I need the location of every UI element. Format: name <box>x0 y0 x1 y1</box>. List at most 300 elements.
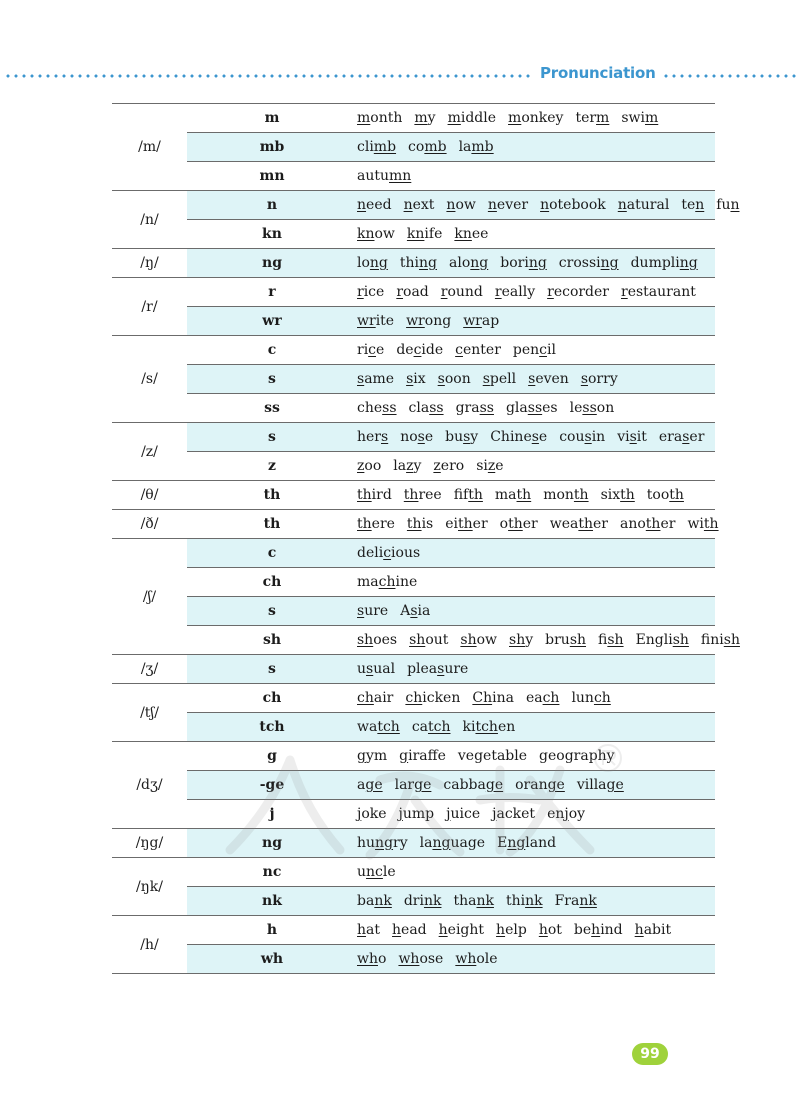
example-words-cell <box>357 858 715 887</box>
highlighted-letters: ge <box>547 777 565 793</box>
word-part: ecorder <box>553 284 609 300</box>
word-part: vi <box>617 429 630 445</box>
example-word <box>357 777 383 793</box>
highlighted-letters: z <box>406 458 414 474</box>
highlighted-letters: ss <box>479 400 494 416</box>
word-part: hu <box>357 835 376 851</box>
word-part: en <box>547 806 565 822</box>
letter-cell: g <box>187 742 357 771</box>
word-part: eally <box>501 284 536 300</box>
example-word <box>716 197 739 213</box>
highlighted-letters: nk <box>525 893 543 909</box>
example-word <box>547 284 609 300</box>
word-part: ide <box>421 342 444 358</box>
highlighted-letters: th <box>357 516 372 532</box>
word-part: ound <box>447 284 483 300</box>
example-word <box>701 632 740 648</box>
highlighted-letters: m <box>596 110 610 126</box>
example-word <box>454 226 488 242</box>
example-word <box>420 835 485 851</box>
example-word <box>449 255 488 271</box>
highlighted-letters: h <box>634 922 644 938</box>
phoneme-cell: /θ/ <box>112 481 187 510</box>
highlighted-letters: g <box>399 748 409 764</box>
example-word <box>406 313 451 329</box>
highlighted-letters: j <box>564 806 569 822</box>
word-part: bori <box>500 255 529 271</box>
word-part: plea <box>407 661 438 677</box>
example-word <box>439 922 484 938</box>
highlighted-letters: tch <box>475 719 498 735</box>
word-part: iraffe <box>408 748 446 764</box>
word-part: autu <box>357 168 390 184</box>
word-part: de <box>396 342 414 358</box>
highlighted-letters: th <box>620 487 635 503</box>
word-part: lar <box>394 777 415 793</box>
example-word <box>406 371 426 387</box>
table-row <box>112 249 715 278</box>
example-word <box>559 255 619 271</box>
example-word <box>357 951 386 967</box>
highlighted-letters: z <box>433 458 441 474</box>
word-part: lun <box>571 690 594 706</box>
word-part: alo <box>449 255 471 271</box>
table-row <box>112 481 715 510</box>
word-part: dumpli <box>630 255 680 271</box>
word-part: abit <box>643 922 672 938</box>
word-part: ee <box>471 226 489 242</box>
highlighted-letters: j <box>398 806 403 822</box>
highlighted-letters: j <box>446 806 451 822</box>
word-part: bru <box>545 632 570 648</box>
letter-cell: s <box>187 655 357 684</box>
table-row <box>112 336 715 365</box>
phoneme-cell: /n/ <box>112 191 187 249</box>
highlighted-letters: m <box>414 110 428 126</box>
highlighted-letters: s <box>381 429 389 445</box>
example-word <box>454 487 483 503</box>
word-part: air <box>373 690 394 706</box>
example-word <box>509 632 533 648</box>
highlighted-letters: sh <box>460 632 477 648</box>
example-word <box>408 139 447 155</box>
example-word <box>635 922 671 938</box>
example-word <box>496 922 527 938</box>
letter-cell: m <box>187 104 357 133</box>
highlighted-letters: z <box>487 458 496 474</box>
word-part: co <box>408 139 425 155</box>
word-part: fi <box>598 632 608 648</box>
letter-cell: ch <box>187 568 357 597</box>
highlighted-letters: n <box>403 197 413 213</box>
example-words-cell <box>357 510 719 539</box>
example-word <box>445 429 478 445</box>
word-part: ym <box>365 748 388 764</box>
example-word <box>618 197 670 213</box>
word-part: six <box>600 487 621 503</box>
word-part: ual <box>373 661 396 677</box>
word-part: si <box>476 458 488 474</box>
highlighted-letters: j <box>492 806 497 822</box>
highlighted-letters: j <box>357 806 362 822</box>
table-row <box>112 365 715 394</box>
example-word <box>543 487 588 503</box>
example-word <box>621 284 696 300</box>
highlighted-letters: kn <box>454 226 472 242</box>
example-words-cell <box>357 742 715 771</box>
highlighted-letters: th <box>468 487 483 503</box>
letter-cell: nk <box>187 887 357 916</box>
highlighted-letters: r <box>621 284 628 300</box>
highlighted-letters: s <box>366 661 374 677</box>
letter-cell: z <box>187 452 357 481</box>
example-word <box>393 458 421 474</box>
highlighted-letters: Ch <box>472 690 493 706</box>
highlighted-letters: m <box>357 110 371 126</box>
table-row <box>112 945 715 974</box>
example-word <box>357 806 387 822</box>
word-part: oon <box>444 371 471 387</box>
example-word <box>555 893 597 909</box>
highlighted-letters: s <box>482 371 490 387</box>
word-part: her <box>357 429 381 445</box>
example-words-cell <box>357 307 715 336</box>
table-row <box>112 626 715 655</box>
highlighted-letters: h <box>357 922 367 938</box>
word-part: er <box>689 429 705 445</box>
example-word <box>404 197 435 213</box>
word-part: ix <box>413 371 426 387</box>
word-part: ere <box>371 516 395 532</box>
letter-cell: tch <box>187 713 357 742</box>
word-part: oad <box>403 284 429 300</box>
word-part: y <box>470 429 479 445</box>
letter-cell: s <box>187 423 357 452</box>
highlighted-letters: n <box>617 197 627 213</box>
word-part: elp <box>505 922 527 938</box>
example-word <box>357 284 384 300</box>
example-words-cell <box>357 191 740 220</box>
example-word <box>513 342 556 358</box>
letter-cell: ng <box>187 249 357 278</box>
word-part: enter <box>462 342 501 358</box>
highlighted-letters: mb <box>471 139 494 155</box>
example-word <box>357 835 408 851</box>
word-part: en <box>497 719 516 735</box>
example-words-cell <box>357 800 715 829</box>
highlighted-letters: ch <box>593 690 611 706</box>
word-part: pen <box>512 342 540 358</box>
example-words-cell <box>357 887 715 916</box>
example-word <box>490 429 547 445</box>
letter-cell: h <box>187 916 357 945</box>
highlighted-letters: s <box>584 429 592 445</box>
word-part: ia <box>417 603 431 619</box>
highlighted-letters: h <box>438 922 448 938</box>
highlighted-letters: sh <box>409 632 426 648</box>
highlighted-letters: s <box>528 371 536 387</box>
letter-cell: th <box>187 481 357 510</box>
word-part: in <box>591 429 606 445</box>
word-part: ump <box>402 806 435 822</box>
letter-cell: ng <box>187 829 357 858</box>
word-part: pell <box>489 371 517 387</box>
highlighted-letters: h <box>392 922 402 938</box>
highlighted-letters: s <box>580 371 588 387</box>
highlighted-letters: wr <box>406 313 425 329</box>
example-word <box>407 516 433 532</box>
example-words-cell <box>357 220 715 249</box>
highlighted-letters: n <box>446 197 456 213</box>
word-part: ano <box>620 516 646 532</box>
word-part: er <box>593 516 608 532</box>
highlighted-letters: c <box>539 342 547 358</box>
word-part: gra <box>455 400 480 416</box>
table-row <box>112 858 715 887</box>
highlighted-letters: sh <box>672 632 689 648</box>
highlighted-letters: th <box>703 516 719 532</box>
highlighted-letters: s <box>410 603 418 619</box>
highlighted-letters: sh <box>569 632 587 648</box>
example-word <box>539 922 562 938</box>
highlighted-letters: nk <box>579 893 597 909</box>
highlighted-letters: ge <box>485 777 504 793</box>
word-part: la <box>419 835 433 851</box>
example-word <box>357 632 397 648</box>
example-word <box>459 139 494 155</box>
word-part: out <box>425 632 449 648</box>
word-part: la <box>393 458 407 474</box>
word-part: e <box>376 342 385 358</box>
highlighted-letters: ch <box>357 690 374 706</box>
example-word <box>409 632 448 648</box>
pronunciation-table-body <box>112 104 740 974</box>
table-row <box>112 916 715 945</box>
word-part: tha <box>453 893 477 909</box>
example-word <box>506 400 558 416</box>
word-part: thi <box>399 255 420 271</box>
word-part: cli <box>357 139 374 155</box>
table-row <box>112 539 715 568</box>
example-word <box>446 806 480 822</box>
example-word <box>571 690 610 706</box>
word-part: y <box>427 110 436 126</box>
example-word <box>357 458 381 474</box>
example-words-cell <box>357 771 715 800</box>
example-word <box>399 748 446 764</box>
example-words-cell <box>357 365 715 394</box>
word-part: ife <box>424 226 443 242</box>
highlighted-letters: n <box>540 197 550 213</box>
highlighted-letters: ng <box>432 835 451 851</box>
example-word <box>357 516 395 532</box>
word-part: at <box>366 922 381 938</box>
example-word <box>392 922 427 938</box>
word-part: cla <box>408 400 430 416</box>
highlighted-letters: ng <box>369 255 388 271</box>
word-part: eight <box>447 922 485 938</box>
word-part: ba <box>357 893 375 909</box>
highlighted-letters: s <box>406 371 414 387</box>
word-part: che <box>357 400 383 416</box>
phoneme-cell: /s/ <box>112 336 187 423</box>
word-part: ri <box>357 342 369 358</box>
letter-cell: wh <box>187 945 357 974</box>
word-part: u <box>357 864 367 880</box>
highlighted-letters: th <box>357 487 372 503</box>
highlighted-letters: s <box>629 429 637 445</box>
highlighted-letters: sh <box>509 632 526 648</box>
highlighted-letters: ng <box>600 255 619 271</box>
letter-cell: mn <box>187 162 357 191</box>
example-word <box>409 400 444 416</box>
word-part: ong <box>424 313 452 329</box>
highlighted-letters: wh <box>357 951 378 967</box>
highlighted-letters: ge <box>606 777 624 793</box>
example-word <box>577 777 624 793</box>
word-part: ca <box>411 719 429 735</box>
highlighted-letters: wr <box>463 313 482 329</box>
highlighted-letters: ng <box>679 255 698 271</box>
highlighted-letters: r <box>357 284 364 300</box>
highlighted-letters: kn <box>406 226 425 242</box>
word-part: ki <box>462 719 476 735</box>
highlighted-letters: r <box>396 284 404 300</box>
table-row <box>112 307 715 336</box>
example-words-cell <box>357 539 715 568</box>
example-word <box>488 197 528 213</box>
example-words-cell <box>357 249 715 278</box>
example-word <box>357 255 388 271</box>
example-word <box>647 487 684 503</box>
word-part: ow <box>455 197 476 213</box>
example-words-cell <box>357 597 715 626</box>
word-part: acket <box>496 806 536 822</box>
example-word <box>404 487 442 503</box>
example-word <box>412 719 451 735</box>
highlighted-letters: s <box>437 661 445 677</box>
highlighted-letters: s <box>437 371 445 387</box>
example-word <box>443 777 503 793</box>
letter-cell: n <box>187 191 357 220</box>
word-part: ine <box>395 574 418 590</box>
word-part: es <box>542 400 558 416</box>
letter-cell: ch <box>187 684 357 713</box>
word-part: too <box>646 487 670 503</box>
example-word <box>631 255 698 271</box>
word-part: wi <box>687 516 704 532</box>
highlighted-letters: n <box>730 197 740 213</box>
word-part: A <box>400 603 411 619</box>
highlighted-letters: th <box>573 487 589 503</box>
example-word <box>399 806 435 822</box>
word-part: ite <box>375 313 395 329</box>
word-part: deli <box>357 545 384 561</box>
example-word <box>455 342 501 358</box>
table-row <box>112 597 715 626</box>
word-part: fini <box>700 632 724 648</box>
word-part: gla <box>505 400 528 416</box>
highlighted-letters: h <box>496 922 506 938</box>
table-row <box>112 829 715 858</box>
word-part: ow <box>374 226 395 242</box>
highlighted-letters: nk <box>476 893 494 909</box>
example-word <box>448 110 496 126</box>
example-words-cell <box>357 568 715 597</box>
example-word <box>453 893 494 909</box>
highlighted-letters: m <box>644 110 659 126</box>
example-word <box>405 690 460 706</box>
example-words-cell <box>357 336 715 365</box>
table-row <box>112 684 715 713</box>
word-part: uage <box>450 835 486 851</box>
word-part: ma <box>357 574 379 590</box>
highlighted-letters: s <box>357 371 365 387</box>
phoneme-cell: /ʒ/ <box>112 655 187 684</box>
dotted-rule-right <box>662 74 798 78</box>
word-part: ever <box>496 197 529 213</box>
example-word <box>400 603 430 619</box>
page-header <box>0 64 800 88</box>
example-word <box>455 951 497 967</box>
word-part: te <box>681 197 696 213</box>
word-part: be <box>573 922 592 938</box>
word-part: uice <box>450 806 481 822</box>
word-part: er <box>660 516 676 532</box>
highlighted-letters: th <box>403 487 419 503</box>
letter-cell: kn <box>187 220 357 249</box>
word-part: onkey <box>521 110 564 126</box>
letter-cell: mb <box>187 133 357 162</box>
word-part: ead <box>401 922 427 938</box>
phoneme-cell: /dʒ/ <box>112 742 187 829</box>
letter-cell: s <box>187 365 357 394</box>
word-part: ry <box>393 835 408 851</box>
example-word <box>357 893 392 909</box>
word-part: fif <box>453 487 469 503</box>
word-part: le <box>382 864 396 880</box>
letter-cell: c <box>187 539 357 568</box>
word-part: swi <box>621 110 645 126</box>
example-word <box>357 168 411 184</box>
phoneme-cell: /r/ <box>112 278 187 336</box>
word-part: eed <box>366 197 392 213</box>
example-word <box>476 458 503 474</box>
example-word <box>581 371 618 387</box>
highlighted-letters: th <box>406 516 422 532</box>
word-part: cabba <box>443 777 486 793</box>
letter-cell: th <box>187 510 357 539</box>
example-word <box>463 313 499 329</box>
highlighted-letters: tch <box>377 719 400 735</box>
example-word <box>357 487 392 503</box>
table-row <box>112 394 715 423</box>
word-part: estaurant <box>627 284 696 300</box>
word-part: orry <box>588 371 618 387</box>
example-word <box>357 197 392 213</box>
word-part: il <box>547 342 556 358</box>
example-words-cell <box>357 481 715 510</box>
word-part: ina <box>492 690 514 706</box>
example-word <box>357 748 387 764</box>
example-word <box>463 719 516 735</box>
example-word <box>659 429 705 445</box>
word-part: ice <box>363 284 385 300</box>
word-part: dri <box>403 893 424 909</box>
word-part: ole <box>476 951 498 967</box>
highlighted-letters: ss <box>582 400 597 416</box>
table-row <box>112 771 715 800</box>
